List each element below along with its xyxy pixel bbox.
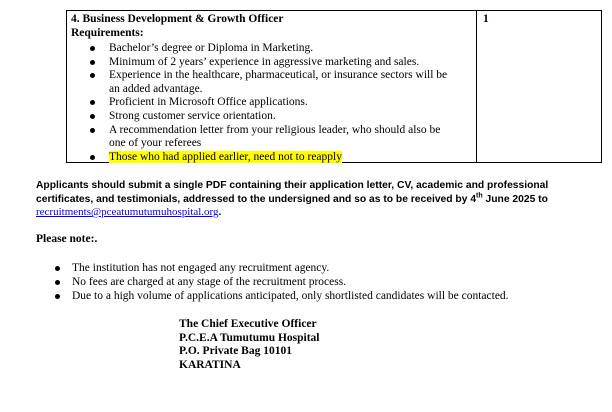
job-count: 1 bbox=[483, 13, 489, 25]
requirements-list bbox=[67, 42, 472, 164]
list-item-text: one of your referees bbox=[109, 137, 202, 150]
signature-address: P.O. Private Bag 10101 bbox=[179, 345, 292, 358]
list-item bbox=[36, 262, 596, 276]
application-line-2 bbox=[36, 193, 596, 207]
list-item-text: an added advantage. bbox=[109, 82, 203, 95]
application-line-3 bbox=[36, 206, 596, 220]
list-item bbox=[67, 42, 472, 56]
email-link[interactable]: recruitments@pceatumutumuhospital.org bbox=[36, 206, 219, 219]
list-item bbox=[67, 110, 472, 124]
list-item-text: Minimum of 2 years’ experience in aggressive marketing and sales. bbox=[109, 55, 420, 68]
list-item bbox=[67, 96, 472, 110]
job-table bbox=[66, 10, 602, 163]
notes-list bbox=[36, 262, 596, 303]
list-item bbox=[36, 290, 596, 304]
list-item-continuation bbox=[67, 83, 472, 97]
highlighted-notice: Those who had applied earlier, need not to reapply bbox=[109, 150, 342, 163]
please-note-heading: Please note:. bbox=[36, 233, 98, 245]
bullet-icon bbox=[90, 73, 95, 78]
job-title: 4. Business Development & Growth Officer bbox=[71, 13, 284, 25]
signature-org: P.C.E.A Tumutumu Hospital bbox=[179, 331, 320, 344]
application-line-2-text: certificates, and testimonials, addressed to the undersigned and so as to be received by 4 bbox=[36, 193, 477, 205]
list-item-text: Proficient in Microsoft Office applications. bbox=[109, 96, 308, 109]
list-item-text: Strong customer service orientation. bbox=[109, 109, 276, 122]
table-column-divider bbox=[476, 11, 477, 162]
bullet-icon bbox=[55, 266, 60, 271]
bullet-icon bbox=[90, 60, 95, 65]
ordinal-superscript: th bbox=[476, 192, 483, 200]
signature-city: KARATINA bbox=[179, 358, 241, 371]
list-item bbox=[67, 69, 472, 83]
bullet-icon bbox=[90, 100, 95, 105]
note-text: Due to a high volume of applications anticipated, only shortlisted candidates will be contacted. bbox=[72, 289, 509, 302]
note-text: No fees are charged at any stage of the recruitment process. bbox=[72, 275, 347, 288]
application-line-1: Applicants should submit a single PDF containing their application letter, CV, academic and professional bbox=[36, 180, 549, 191]
bullet-icon bbox=[55, 280, 60, 285]
list-item bbox=[67, 124, 472, 138]
bullet-icon bbox=[55, 294, 60, 299]
bullet-icon bbox=[90, 155, 95, 160]
bullet-icon bbox=[90, 46, 95, 51]
note-text: The institution has not engaged any recruitment agency. bbox=[72, 262, 330, 274]
bullet-icon bbox=[90, 128, 95, 133]
application-instructions bbox=[36, 179, 596, 220]
list-item bbox=[67, 56, 472, 70]
list-item-continuation bbox=[67, 137, 472, 151]
list-item bbox=[36, 276, 596, 290]
list-item-text: A recommendation letter from your religious leader, who should also be bbox=[109, 123, 441, 136]
signature-block bbox=[179, 318, 320, 372]
signature-role: The Chief Executive Officer bbox=[179, 318, 317, 330]
bullet-icon bbox=[90, 114, 95, 119]
list-item-text: Bachelor’s degree or Diploma in Marketing. bbox=[109, 42, 314, 54]
list-item-text: Experience in the healthcare, pharmaceutical, or insurance sectors will be bbox=[109, 69, 448, 82]
application-line-2-date: June 2025 to bbox=[482, 193, 548, 205]
requirements-label: Requirements: bbox=[71, 27, 144, 39]
email-suffix: . bbox=[218, 207, 222, 219]
list-item bbox=[67, 151, 472, 165]
